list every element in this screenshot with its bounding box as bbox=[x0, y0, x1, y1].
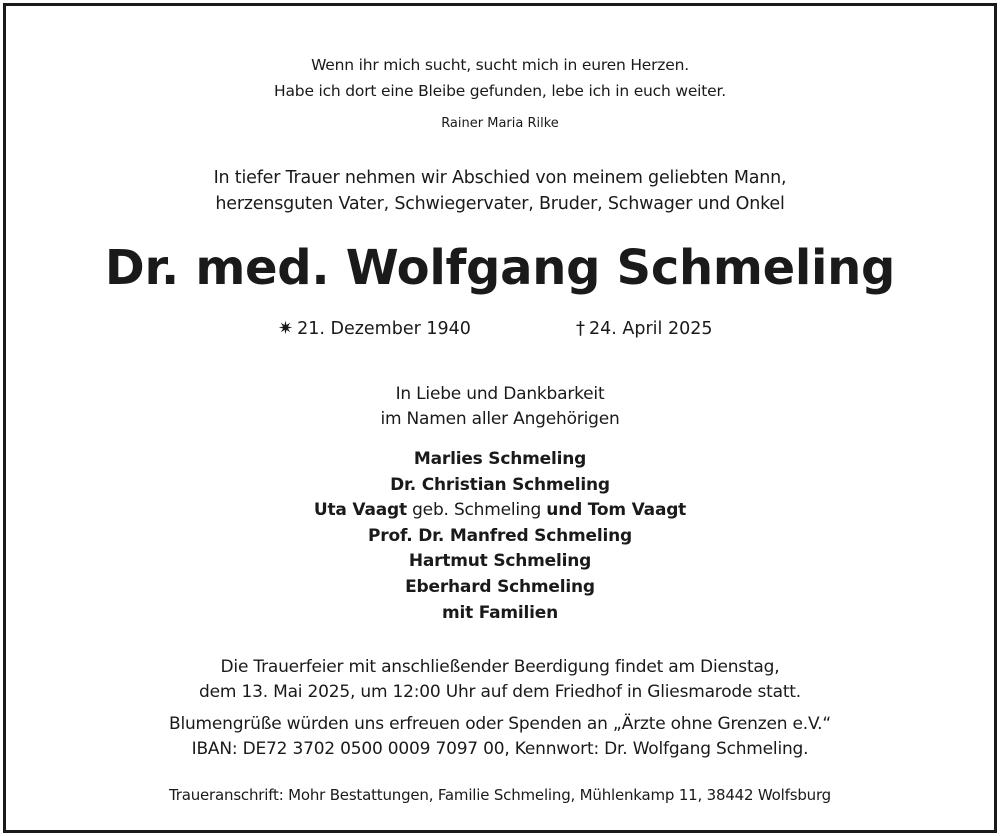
family-member: Marlies Schmeling bbox=[413, 449, 587, 469]
family-member bbox=[6, 500, 994, 520]
thanks-line-1: In Liebe und Dankbarkeit bbox=[395, 384, 605, 404]
deceased-name: Dr. med. Wolfgang Schmeling bbox=[104, 240, 896, 296]
family-member-part: geb. Schmeling bbox=[406, 500, 547, 520]
family-member-part: und Tom Vaagt bbox=[546, 500, 687, 520]
donation-line-2: IBAN: DE72 3702 0500 0009 7097 00, Kennwort: Dr. Wolfgang Schmeling. bbox=[191, 739, 809, 759]
birth-star-icon: ✷ bbox=[278, 318, 294, 339]
ceremony-line-2: dem 13. Mai 2025, um 12:00 Uhr auf dem Friedhof in Gliesmarode statt. bbox=[199, 682, 801, 702]
birth-date-text: 21. Dezember 1940 bbox=[297, 319, 471, 339]
family-member: Dr. Christian Schmeling bbox=[390, 475, 610, 495]
family-member: Eberhard Schmeling bbox=[405, 577, 595, 597]
death-date bbox=[576, 318, 713, 339]
death-date-text: 24. April 2025 bbox=[589, 319, 713, 339]
quote-author: Rainer Maria Rilke bbox=[441, 116, 559, 131]
thanks-line-2: im Namen aller Angehörigen bbox=[380, 409, 620, 429]
obituary-frame bbox=[3, 3, 997, 833]
mourning-address: Traueranschrift: Mohr Bestattungen, Familie Schmeling, Mühlenkamp 11, 38442 Wolfsburg bbox=[169, 786, 831, 804]
quote-line-1: Wenn ihr mich sucht, sucht mich in euren Herzen. bbox=[311, 56, 689, 74]
family-member: Hartmut Schmeling bbox=[408, 551, 592, 571]
ceremony-line-1: Die Trauerfeier mit anschließender Beerdigung findet am Dienstag, bbox=[220, 657, 780, 677]
intro-line-1: In tiefer Trauer nehmen wir Abschied von meinem geliebten Mann, bbox=[213, 168, 787, 188]
donation-line-1: Blumengrüße würden uns erfreuen oder Spenden an „Ärzte ohne Grenzen e.V.“ bbox=[169, 714, 831, 734]
family-member: mit Familien bbox=[441, 603, 559, 623]
birth-date bbox=[278, 318, 471, 339]
death-cross-icon: † bbox=[576, 318, 585, 339]
family-member: Prof. Dr. Manfred Schmeling bbox=[368, 526, 632, 546]
family-member-part: Uta Vaagt bbox=[313, 500, 407, 520]
life-dates bbox=[6, 318, 994, 342]
quote-line-2: Habe ich dort eine Bleibe gefunden, lebe ich in euch weiter. bbox=[274, 82, 726, 100]
intro-line-2: herzensguten Vater, Schwiegervater, Bruder, Schwager und Onkel bbox=[215, 194, 785, 214]
